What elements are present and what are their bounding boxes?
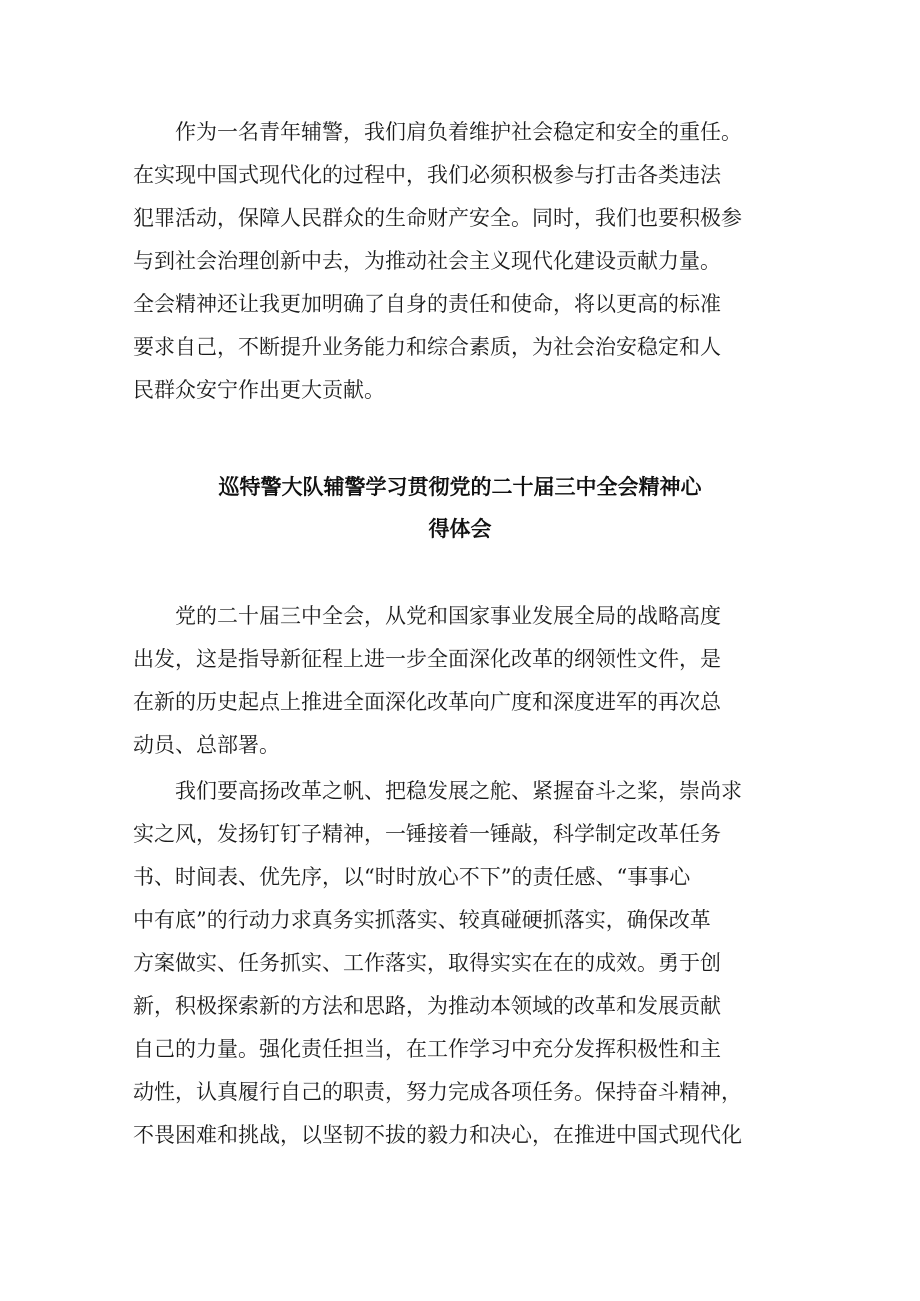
text-line: 中有底”的行动力求真务实抓落实、较真碰硬抓落实，确保改革 bbox=[133, 908, 711, 932]
article-title-line-1: 巡特警大队辅警学习贯彻党的二十届三中全会精神心 bbox=[218, 475, 702, 499]
text-line: 自己的力量。强化责任担当，在工作学习中充分发挥积极性和主 bbox=[133, 1037, 721, 1061]
text-line: 在新的历史起点上推进全面深化改革向广度和深度进军的再次总 bbox=[133, 690, 721, 714]
text-line: 不畏困难和挑战，以坚韧不拔的毅力和决心，在推进中国式现代化 bbox=[133, 1123, 742, 1147]
text-line: 全会精神还让我更加明确了自身的责任和使命，将以更高的标准 bbox=[133, 292, 721, 316]
text-line: 犯罪活动，保障人民群众的生命财产安全。同时，我们也要积极参 bbox=[133, 206, 742, 230]
text-line: 在实现中国式现代化的过程中，我们必须积极参与打击各类违法 bbox=[133, 163, 721, 187]
text-line: 实之风，发扬钉钉子精神，一锤接着一锤敲，科学制定改革任务 bbox=[133, 822, 721, 846]
text-line: 民群众安宁作出更大贡献。 bbox=[133, 378, 385, 402]
text-line: 与到社会治理创新中去，为推动社会主义现代化建设贡献力量。 bbox=[133, 249, 721, 273]
text-line: 动员、总部署。 bbox=[133, 733, 280, 757]
article-title-line-2: 得体会 bbox=[428, 517, 492, 541]
text-line: 作为一名青年辅警，我们肩负着维护社会稳定和安全的重任。 bbox=[133, 120, 742, 144]
text-line: 新，积极探索新的方法和思路，为推动本领域的改革和发展贡献 bbox=[133, 994, 721, 1018]
text-line: 要求自己，不断提升业务能力和综合素质，为社会治安稳定和人 bbox=[133, 335, 721, 359]
text-line: 我们要高扬改革之帆、把稳发展之舵、紧握奋斗之桨，崇尚求 bbox=[133, 779, 742, 803]
text-line: 方案做实、任务抓实、工作落实，取得实实在在的成效。勇于创 bbox=[133, 951, 721, 975]
text-line: 书、时间表、优先序，以“时时放心不下”的责任感、“事事心 bbox=[133, 865, 691, 889]
text-line: 动性，认真履行自己的职责，努力完成各项任务。保持奋斗精神， bbox=[133, 1080, 742, 1104]
text-line: 出发，这是指导新征程上进一步全面深化改革的纲领性文件，是 bbox=[133, 647, 721, 671]
text-line: 党的二十届三中全会，从党和国家事业发展全局的战略高度 bbox=[133, 604, 721, 628]
